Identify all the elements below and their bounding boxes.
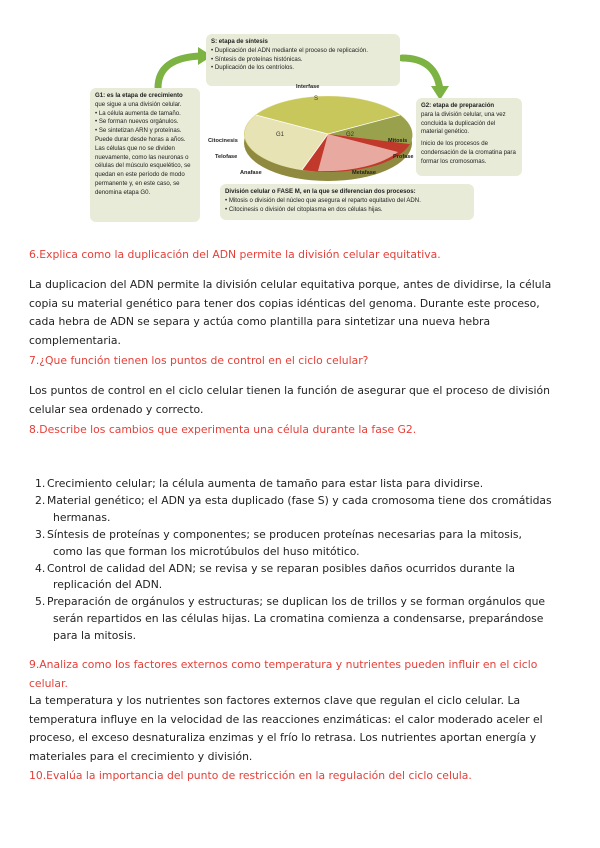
question-6: 6.Explica como la duplicación del ADN permite la división celular equitativa. bbox=[29, 248, 441, 261]
g1-phase-item: • Se forman nuevos orgánulos. bbox=[95, 118, 195, 127]
g1-phase-note: Las células que no se dividen nuevamente, como las neuronas o células del músculo esquelético, se quedan en este período de modo permanente y, en este caso, se denomina etapa G0. bbox=[95, 144, 191, 196]
s-phase-title: S: etapa de síntesis bbox=[211, 38, 268, 45]
s-phase-box bbox=[206, 34, 400, 86]
answer-9-line: materiales para el crecimiento y división. bbox=[29, 750, 253, 764]
answer-6-line: complementaria. bbox=[29, 334, 121, 348]
list-item-line: serán repartidos en las células hijas. La cromatina comienza a condensarse, preparándose bbox=[53, 612, 544, 626]
list-item-number: 1. bbox=[35, 477, 46, 490]
question-8: 8.Describe los cambios que experimenta una célula durante la fase G2. bbox=[29, 423, 417, 436]
answer-9-line: La temperatura y los nutrientes son factores externos clave que regulan el ciclo celular. La bbox=[29, 694, 521, 707]
arrow-g1-to-s bbox=[158, 56, 200, 88]
list-item-line: Síntesis de proteínas y componentes; se producen proteínas necesarias para la mitosis, bbox=[47, 527, 522, 541]
answer-9-line: temperatura influye en la velocidad de las reacciones enzimáticas: el calor moderado aceler el bbox=[29, 712, 543, 726]
question-10: 10.Evalúa la importancia del punto de restricción en la regulación del ciclo celula. bbox=[29, 769, 472, 782]
citocinesis-label: Citocinesis bbox=[208, 138, 238, 144]
g2-phase-title: G2: etapa de preparación bbox=[421, 102, 495, 109]
answer-6-line: La duplicacion del ADN permite la división celular equitativa porque, antes de dividirse, la célula bbox=[29, 278, 552, 291]
list-item-number: 4. bbox=[35, 561, 46, 575]
g1-phase-title: G1: es la etapa de crecimiento bbox=[95, 92, 183, 99]
list-item-line: como las que forman los microtúbulos del huso mitótico. bbox=[53, 544, 360, 558]
answer-7-line: celular sea ordenado y correcto. bbox=[29, 402, 204, 416]
list-item bbox=[35, 476, 575, 493]
list-item-line: replicación del ADN. bbox=[53, 578, 163, 592]
answer-9-line: proceso, el exceso desnaturaliza enzimas y el frío lo retrasa. Los nutrientes aportan energía y bbox=[29, 731, 537, 745]
mitosis-label: Mitosis bbox=[388, 138, 408, 144]
g1-phase-item: • La célula aumenta de tamaño. bbox=[95, 110, 195, 119]
g2-phase-text: para la división celular, una vez concluida la duplicación del material genético. bbox=[421, 110, 506, 136]
pie-label-g2: G2 bbox=[346, 132, 355, 138]
g1-phase-note: Puede durar desde horas a años. bbox=[95, 135, 186, 143]
answer-7 bbox=[29, 382, 574, 419]
s-phase-item: • Duplicación de los centríolos. bbox=[211, 64, 395, 73]
answer-6 bbox=[29, 276, 574, 351]
answer-9 bbox=[29, 692, 574, 767]
list-item bbox=[35, 527, 575, 561]
profase-label: Profase bbox=[393, 154, 414, 160]
pie-label-g1: G1 bbox=[276, 132, 285, 138]
list-item bbox=[35, 594, 575, 645]
g1-phase-item: • Se sintetizan ARN y proteínas. bbox=[95, 127, 195, 136]
list-item-number: 5. bbox=[35, 595, 46, 609]
list-item-number: 3. bbox=[35, 527, 46, 541]
list-item-line: Material genético; el ADN ya esta duplicado (fase S) y cada cromosoma tiene dos cromátidas bbox=[47, 493, 552, 507]
s-phase-item: • Duplicación del ADN mediante el proceso de replicación. bbox=[211, 47, 395, 56]
m-phase-item: • Mitosis o división del núcleo que asegura el reparto equitativo del ADN. bbox=[225, 197, 469, 206]
list-item-line: hermanas. bbox=[53, 510, 111, 524]
interfase-label: Interfase bbox=[296, 84, 320, 90]
g2-phase-box bbox=[416, 98, 522, 176]
g1-phase-intro: que sigue a una división celular. bbox=[95, 100, 182, 108]
m-phase-box bbox=[220, 184, 474, 220]
metafase-label: Metafase bbox=[352, 170, 376, 176]
answer-6-line: cada hebra de ADN se separa y actúa como plantilla para sintetizar una nueva hebra bbox=[29, 315, 491, 329]
anafase-label: Anafase bbox=[240, 170, 262, 176]
question-9-line: 9.Analiza como los factores externos como temperatura y nutrientes pueden influir en el ciclo bbox=[29, 658, 538, 671]
question-9-line: celular. bbox=[29, 676, 68, 690]
list-item bbox=[35, 561, 575, 595]
cell-cycle-diagram bbox=[88, 28, 520, 228]
g2-changes-list bbox=[35, 476, 575, 645]
list-item-line: Control de calidad del ADN; se revisa y se reparan posibles daños ocurridos durante la bbox=[47, 561, 515, 575]
telofase-label: Telofase bbox=[215, 154, 238, 160]
list-item-line: Crecimiento celular; la célula aumenta de tamaño para estar lista para dividirse. bbox=[47, 477, 484, 490]
question-9 bbox=[29, 656, 537, 693]
m-phase-item: • Citocinesis o división del citoplasma en dos células hijas. bbox=[225, 206, 469, 215]
m-phase-title: División celular o FASE M, en la que se diferencian dos procesos: bbox=[225, 188, 416, 195]
answer-6-line: copia su material genético para tener dos copias idénticas del genoma. Durante este proceso, bbox=[29, 296, 540, 310]
g2-phase-text: Inicio de los procesos de condensación de la cromatina para formar los cromosomas. bbox=[421, 140, 516, 165]
list-item bbox=[35, 493, 575, 527]
question-7: 7.¿Que función tienen los puntos de control en el ciclo celular? bbox=[29, 354, 369, 367]
list-item-number: 2. bbox=[35, 493, 46, 507]
g1-phase-box bbox=[90, 88, 200, 222]
s-phase-item: • Síntesis de proteínas histónicas. bbox=[211, 56, 395, 65]
arrow-s-to-g2 bbox=[402, 58, 440, 90]
answer-7-line: Los puntos de control en el ciclo celular tienen la función de asegurar que el proceso de división bbox=[29, 384, 550, 397]
list-item-line: Preparación de orgánulos y estructuras; se duplican los de trillos y se forman orgánulos que bbox=[47, 595, 546, 609]
list-item-line: para la mitosis. bbox=[53, 629, 137, 643]
pie-label-s: S bbox=[314, 96, 319, 102]
